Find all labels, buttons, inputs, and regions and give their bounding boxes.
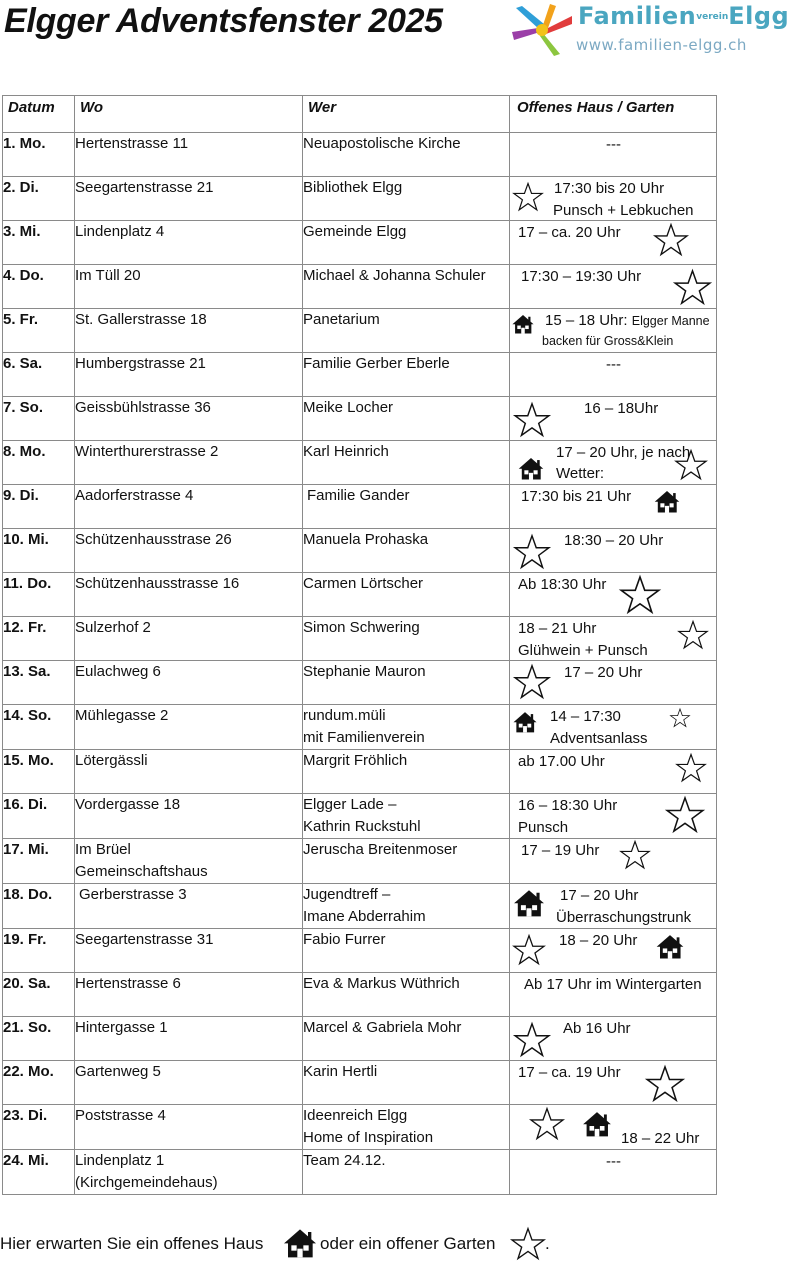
host-text: Ideenreich Elgg	[303, 1107, 408, 1124]
star-icon	[666, 796, 704, 834]
time-note: Wetter:	[556, 465, 605, 482]
time-text: 17:30 bis 21 Uhr	[521, 488, 632, 505]
location-cell	[75, 1017, 303, 1061]
time-text: 17:30 bis 20 Uhr	[554, 180, 665, 197]
location-cell	[75, 750, 303, 794]
date-cell: 12. Fr.	[3, 617, 75, 661]
logo-url: www.familien-elgg.ch	[576, 36, 747, 54]
location-text: Im Tüll 20	[75, 267, 141, 284]
time-text: Ab 17 Uhr im Wintergarten	[524, 976, 702, 993]
host-text: rundum.müli	[303, 707, 386, 724]
location-cell	[75, 573, 303, 617]
house-icon	[518, 457, 544, 480]
host-text: Bibliothek Elgg	[303, 179, 403, 196]
table-row	[3, 133, 717, 177]
date-cell: 9. Di.	[3, 485, 75, 529]
location-text: Schützenhausstrase 26	[75, 531, 232, 548]
time-note: Elgger Manne	[631, 314, 710, 328]
time-text: 16 – 18Uhr	[584, 400, 659, 417]
time-cell	[510, 353, 717, 397]
host-cell	[303, 177, 510, 221]
location-cell	[75, 661, 303, 705]
location-text: Geissbühlstrasse 36	[75, 399, 211, 416]
host-cell	[303, 705, 510, 750]
host-text: Meike Locher	[303, 399, 394, 416]
table-row	[3, 573, 717, 617]
table-row	[3, 1150, 717, 1195]
date-cell: 17. Mi.	[3, 839, 75, 884]
location-text: Hintergasse 1	[75, 1019, 168, 1036]
table-row	[3, 750, 717, 794]
location-text: Lindenplatz 4	[75, 223, 165, 240]
location-text-line2: (Kirchgemeindehaus)	[75, 1174, 218, 1191]
time-cell	[510, 309, 717, 353]
location-text: Im Brüel	[75, 841, 131, 858]
location-cell	[75, 705, 303, 750]
host-cell	[303, 750, 510, 794]
date-cell: 20. Sa.	[3, 973, 75, 1017]
time-text: ---	[606, 1153, 621, 1170]
host-text-line2: Kathrin Ruckstuhl	[303, 818, 421, 835]
location-cell	[75, 973, 303, 1017]
host-cell	[303, 1150, 510, 1195]
location-cell	[75, 441, 303, 485]
star-icon	[646, 1065, 684, 1103]
star-icon	[530, 1107, 564, 1141]
host-text: Eva & Markus Wüthrich	[303, 975, 460, 992]
location-text: Eulachweg 6	[75, 663, 161, 680]
time-cell	[510, 265, 717, 309]
date-cell: 1. Mo.	[3, 133, 75, 177]
star-icon	[514, 664, 550, 700]
host-text: Jeruscha Breitenmoser	[303, 841, 458, 858]
host-text: Familie Gerber Eberle	[303, 355, 450, 372]
time-cell	[510, 133, 717, 177]
host-text: Michael & Johanna Schuler	[303, 267, 486, 284]
house-icon	[654, 490, 680, 513]
time-note: Überraschungstrunk	[556, 909, 692, 926]
location-text: Vordergasse 18	[75, 796, 181, 813]
time-text: Ab 16 Uhr	[563, 1020, 631, 1037]
location-text: Aadorferstrasse 4	[75, 487, 194, 504]
host-cell	[303, 884, 510, 929]
host-cell	[303, 485, 510, 529]
host-text: Gemeinde Elgg	[303, 223, 407, 240]
host-text: Jugendtreff –	[303, 886, 391, 903]
table-row	[3, 661, 717, 705]
colorful-hands-logo-icon	[510, 2, 574, 58]
location-text: Humbergstrasse 21	[75, 355, 206, 372]
table-row	[3, 265, 717, 309]
time-text: ---	[606, 136, 621, 153]
host-cell	[303, 617, 510, 661]
host-text: Carmen Lörtscher	[303, 575, 424, 592]
time-note: Punsch + Lebkuchen	[553, 202, 694, 219]
location-cell	[75, 794, 303, 839]
host-cell	[303, 973, 510, 1017]
host-text-line2: Home of Inspiration	[303, 1129, 434, 1146]
time-text: 17 – ca. 20 Uhr	[518, 224, 621, 241]
table-row	[3, 1061, 717, 1105]
date-cell: 11. Do.	[3, 573, 75, 617]
time-cell	[510, 617, 717, 661]
time-text: 18 – 21 Uhr	[518, 620, 597, 637]
location-text-line2: Gemeinschaftshaus	[75, 863, 208, 880]
location-text: Winterthurerstrasse 2	[75, 443, 219, 460]
header-wer: Wer	[303, 96, 510, 133]
house-icon	[656, 934, 684, 959]
date-cell: 23. Di.	[3, 1105, 75, 1150]
location-text: St. Gallerstrasse 18	[75, 311, 207, 328]
date-cell: 18. Do.	[3, 884, 75, 929]
table-row	[3, 839, 717, 884]
date-cell: 22. Mo.	[3, 1061, 75, 1105]
table-row	[3, 309, 717, 353]
time-cell	[510, 177, 717, 221]
location-text: Gartenweg 5	[75, 1063, 161, 1080]
table-row	[3, 794, 717, 839]
time-cell	[510, 929, 717, 973]
time-cell	[510, 1061, 717, 1105]
table-row	[3, 973, 717, 1017]
host-text-line2: mit Familienverein	[303, 729, 425, 746]
time-text: 18 – 20 Uhr	[559, 932, 638, 949]
star-icon	[511, 1227, 545, 1261]
time-text: 17 – ca. 19 Uhr	[518, 1064, 621, 1081]
time-cell	[510, 1017, 717, 1061]
date-cell: 6. Sa.	[3, 353, 75, 397]
legend-garden-text: oder ein offener Garten	[320, 1234, 496, 1253]
host-text: Karl Heinrich	[303, 443, 389, 460]
table-row	[3, 221, 717, 265]
time-cell	[510, 1150, 717, 1195]
location-cell	[75, 309, 303, 353]
host-text: Team 24.12.	[303, 1152, 386, 1169]
table-header-row	[3, 96, 717, 133]
time-cell	[510, 884, 717, 929]
familienverein-logo	[510, 2, 789, 58]
host-cell	[303, 1105, 510, 1150]
host-text: Karin Hertli	[303, 1063, 378, 1080]
location-cell	[75, 221, 303, 265]
table-row	[3, 705, 717, 750]
time-text: ab 17.00 Uhr	[518, 753, 605, 770]
time-cell	[510, 397, 717, 441]
host-text: Manuela Prohaska	[303, 531, 429, 548]
star-icon	[670, 708, 690, 728]
star-icon	[620, 840, 650, 870]
location-cell	[75, 929, 303, 973]
table-row	[3, 1105, 717, 1150]
location-cell	[75, 1061, 303, 1105]
date-cell: 19. Fr.	[3, 929, 75, 973]
house-icon	[512, 314, 534, 334]
page-title: Elgger Adventsfenster 2025	[4, 2, 443, 40]
legend-house-text: Hier erwarten Sie ein offenes Haus	[0, 1234, 264, 1253]
time-cell	[510, 750, 717, 794]
location-text: Seegartenstrasse 21	[75, 179, 214, 196]
host-text: Stephanie Mauron	[303, 663, 426, 680]
time-text: ---	[606, 356, 621, 373]
time-text: 16 – 18:30 Uhr	[518, 797, 618, 814]
host-text: Fabio Furrer	[303, 931, 386, 948]
header-wo: Wo	[75, 96, 303, 133]
table-row	[3, 929, 717, 973]
host-text-line2: Imane Abderrahim	[303, 908, 426, 925]
host-text: Marcel & Gabriela Mohr	[303, 1019, 462, 1036]
time-cell	[510, 441, 717, 485]
star-icon	[676, 753, 706, 783]
location-cell	[75, 485, 303, 529]
date-cell: 15. Mo.	[3, 750, 75, 794]
host-cell	[303, 309, 510, 353]
time-text: 17 – 20 Uhr	[564, 664, 643, 681]
host-text: Margrit Fröhlich	[303, 752, 408, 769]
star-icon	[654, 223, 688, 257]
host-cell	[303, 133, 510, 177]
host-cell	[303, 397, 510, 441]
location-cell	[75, 884, 303, 929]
location-cell	[75, 353, 303, 397]
host-cell	[303, 1017, 510, 1061]
time-text: 17 – 19 Uhr	[521, 842, 600, 859]
location-cell	[75, 397, 303, 441]
location-cell	[75, 617, 303, 661]
time-cell	[510, 705, 717, 750]
date-cell: 24. Mi.	[3, 1150, 75, 1195]
location-cell	[75, 839, 303, 884]
house-icon	[283, 1228, 317, 1258]
host-cell	[303, 929, 510, 973]
host-cell	[303, 661, 510, 705]
host-cell	[303, 794, 510, 839]
date-cell: 5. Fr.	[3, 309, 75, 353]
host-text: Elgger Lade –	[303, 796, 397, 813]
house-icon	[513, 889, 545, 917]
star-icon	[674, 269, 711, 306]
date-cell: 8. Mo.	[3, 441, 75, 485]
date-cell: 21. So.	[3, 1017, 75, 1061]
time-text: 17 – 20 Uhr	[560, 887, 639, 904]
star-icon	[675, 449, 707, 481]
table-row	[3, 529, 717, 573]
host-cell	[303, 573, 510, 617]
location-text: Mühlegasse 2	[75, 707, 169, 724]
advent-calendar-table	[2, 95, 717, 1195]
date-cell: 16. Di.	[3, 794, 75, 839]
host-text: Neuapostolische Kirche	[303, 135, 461, 152]
time-text: 14 – 17:30	[550, 708, 621, 725]
time-cell	[510, 485, 717, 529]
house-icon	[582, 1111, 612, 1137]
date-cell: 4. Do.	[3, 265, 75, 309]
table-row	[3, 177, 717, 221]
date-cell: 7. So.	[3, 397, 75, 441]
star-icon	[514, 402, 550, 438]
table-row	[3, 397, 717, 441]
date-cell: 3. Mi.	[3, 221, 75, 265]
host-text: Simon Schwering	[303, 619, 420, 636]
host-text: Panetarium	[303, 311, 380, 328]
time-cell	[510, 839, 717, 884]
host-cell	[303, 265, 510, 309]
location-cell	[75, 529, 303, 573]
date-cell: 14. So.	[3, 705, 75, 750]
table-row	[3, 617, 717, 661]
host-cell	[303, 441, 510, 485]
time-text: 18:30 – 20 Uhr	[564, 532, 664, 549]
host-cell	[303, 529, 510, 573]
location-text: Schützenhausstrasse 16	[75, 575, 240, 592]
host-cell	[303, 1061, 510, 1105]
time-text: 17:30 – 19:30 Uhr	[521, 268, 642, 285]
star-icon	[514, 534, 550, 570]
time-cell	[510, 973, 717, 1017]
time-note: Punsch	[518, 819, 569, 836]
date-cell: 10. Mi.	[3, 529, 75, 573]
location-text: Seegartenstrasse 31	[75, 931, 214, 948]
location-cell	[75, 1105, 303, 1150]
legend-end-punctuation: .	[545, 1234, 550, 1253]
star-icon	[618, 575, 662, 615]
star-icon	[514, 1022, 550, 1058]
header-datum: Datum	[3, 96, 75, 133]
time-note: Glühwein + Punsch	[518, 642, 648, 659]
date-cell: 13. Sa.	[3, 661, 75, 705]
location-text: Hertenstrasse 6	[75, 975, 181, 992]
time-text: 15 – 18 Uhr: Elgger Manne	[545, 312, 710, 329]
host-text: Familie Gander	[307, 487, 410, 504]
table-row	[3, 884, 717, 929]
time-text: Ab 18:30 Uhr	[518, 576, 607, 593]
location-cell	[75, 265, 303, 309]
house-icon	[513, 711, 537, 733]
star-icon	[513, 182, 543, 212]
header-offenes-haus-garten: Offenes Haus / Garten	[510, 96, 717, 133]
table-row	[3, 1017, 717, 1061]
time-cell	[510, 221, 717, 265]
time-cell	[510, 573, 717, 617]
time-cell	[510, 661, 717, 705]
location-text: Hertenstrasse 11	[75, 135, 189, 152]
logo-wordmark: FamilienvereinElgg	[578, 2, 789, 30]
location-text: Lindenplatz 1	[75, 1152, 165, 1169]
table-row	[3, 485, 717, 529]
table-row	[3, 353, 717, 397]
location-cell	[75, 133, 303, 177]
host-cell	[303, 839, 510, 884]
location-text: Poststrasse 4	[75, 1107, 166, 1124]
location-text: Gerberstrasse 3	[79, 886, 187, 903]
date-cell: 2. Di.	[3, 177, 75, 221]
time-note: Adventsanlass	[550, 730, 648, 747]
host-cell	[303, 353, 510, 397]
time-cell	[510, 794, 717, 839]
location-text: Lötergässli	[75, 752, 148, 769]
location-text: Sulzerhof 2	[75, 619, 151, 636]
table-row	[3, 441, 717, 485]
host-cell	[303, 221, 510, 265]
time-text: 18 – 22 Uhr	[621, 1130, 700, 1147]
star-icon	[513, 934, 545, 966]
location-cell	[75, 177, 303, 221]
legend-footer	[0, 1226, 720, 1262]
time-cell	[510, 1105, 717, 1150]
time-text: 17 – 20 Uhr, je nach	[556, 444, 691, 461]
time-cell	[510, 529, 717, 573]
time-note: backen für Gross&Klein	[542, 334, 674, 348]
location-cell	[75, 1150, 303, 1195]
star-icon	[678, 620, 708, 650]
